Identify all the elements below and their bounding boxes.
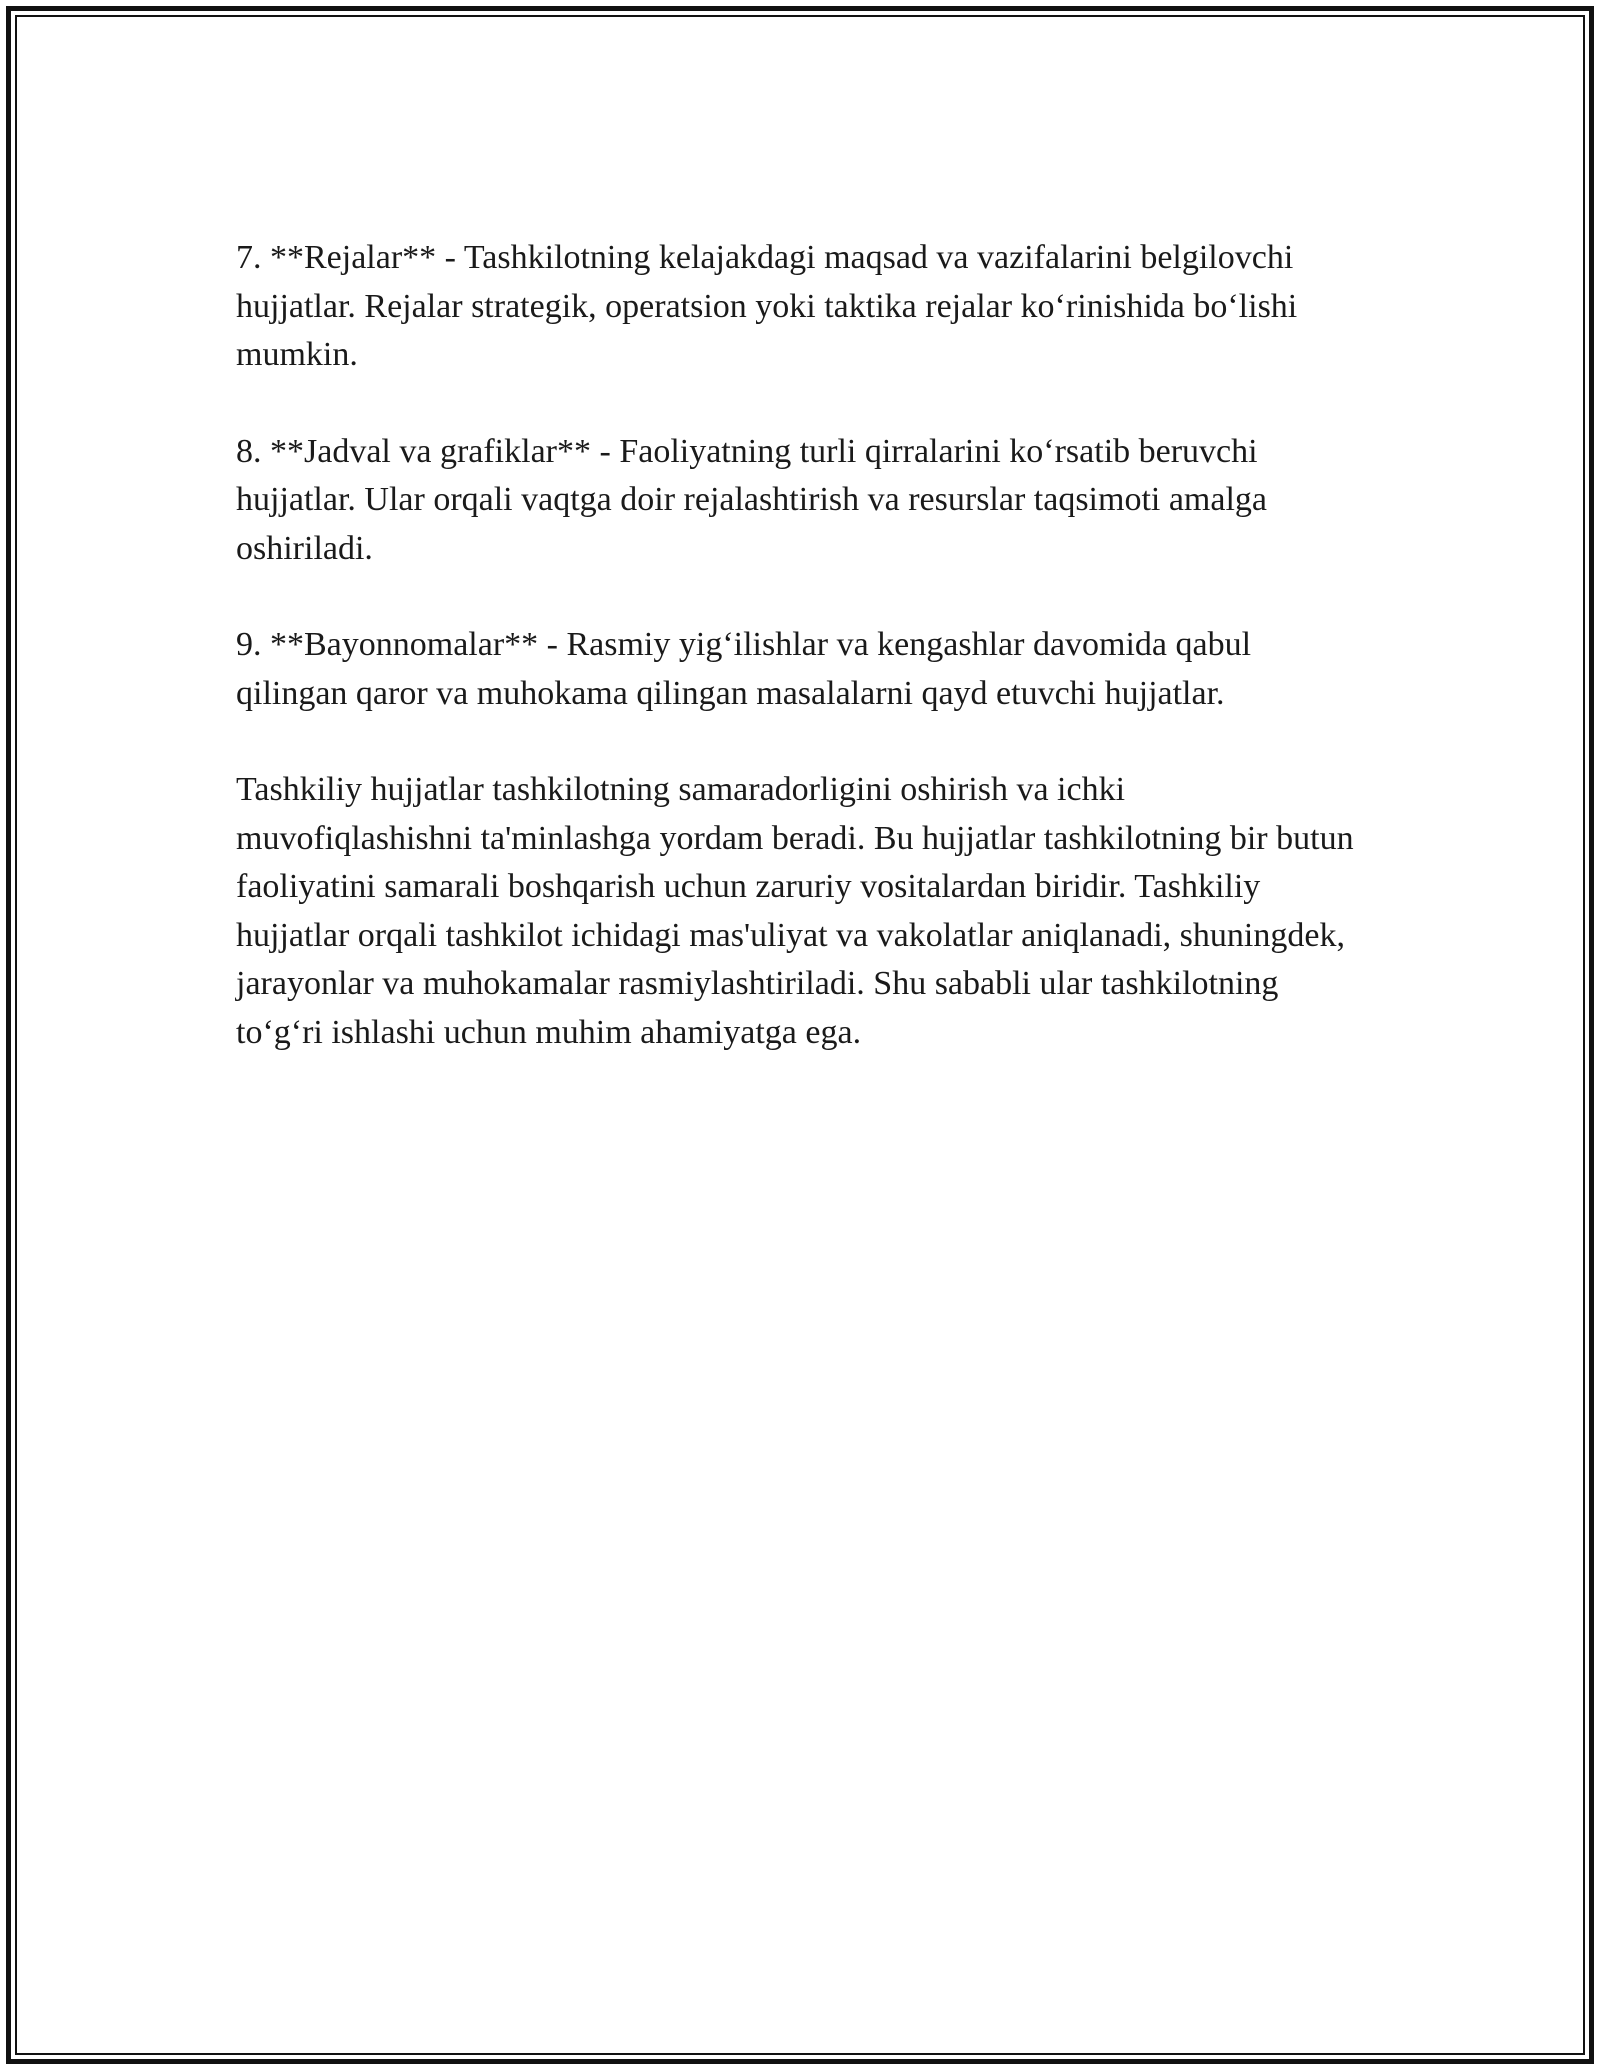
list-item-rejalar: 7. **Rejalar** - Tashkilotning kelajakdagi maqsad va vazifalarini belgilovchi hujjatlar. Rejalar strategik, operatsion yoki taktika rejalar ko‘rinishida bo‘lishi mumkin.	[236, 239, 1298, 373]
list-item-bayonnomalar: 9. **Bayonnomalar** - Rasmiy yig‘ilishlar va kengashlar davomida qabul qilingan qaror va muhokama qilingan masalalarni qayd etuvchi hujjatlar.	[236, 626, 1252, 712]
conclusion-paragraph: Tashkiliy hujjatlar tashkilotning samaradorligini oshirish va ichki muvofiqlashishni ta'minlashga yordam beradi. Bu hujjatlar tashkilotning bir butun faoliyatini samarali boshqarish uchun zaruriy vositalardan biridir. Tashkiliy hujjatlar orqali tashkilot ichidagi mas'uliyat va vakolatlar aniqlanadi, shuningdek, jarayonlar va muhokamalar rasmiylashtiriladi. Shu sababli ular tashkilotning to‘g‘ri ishlashi uchun muhim ahamiyatga ega.	[236, 771, 1354, 1051]
document-body	[236, 234, 1366, 1105]
list-item-jadval-va-grafiklar: 8. **Jadval va grafiklar** - Faoliyatning turli qirralarini ko‘rsatib beruvchi hujjatlar. Ular orqali vaqtga doir rejalashtirish va resurslar taqsimoti amalga oshiriladi.	[236, 432, 1268, 567]
